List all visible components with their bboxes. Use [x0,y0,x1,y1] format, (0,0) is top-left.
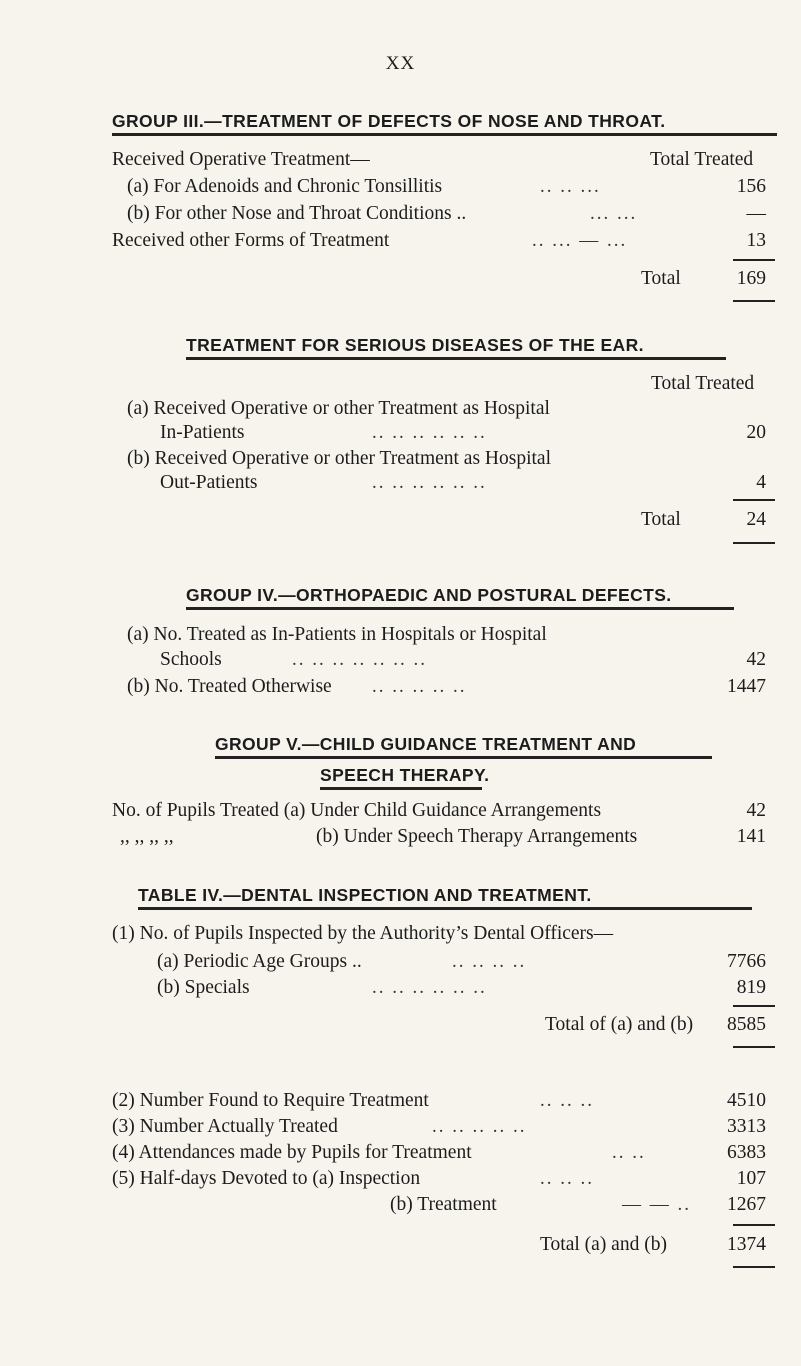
half-days-treatment-value: 1267 [727,1194,766,1215]
leader-dots: .. .. .. [540,1090,594,1111]
heading-underline [138,907,752,910]
require-treatment-value: 4510 [727,1090,766,1111]
in-patients-line2: Schools [160,649,222,670]
in-patients-line1: (a) No. Treated as In-Patients in Hospitals or Hospital [127,624,547,645]
child-guidance-value: 42 [746,800,766,821]
half-days-inspection-label: (5) Half-days Devoted to (a) Inspection [112,1168,421,1189]
ditto-marks: ,, ,, ,, ,, [120,826,174,847]
child-guidance-label: No. of Pupils Treated (a) Under Child Guidance Arrangements [112,800,602,821]
total-treated-header: Total Treated [651,373,755,394]
sum-line [733,499,775,501]
total-label: Total [641,509,681,530]
attendances-value: 6383 [727,1142,766,1163]
heading-underline [186,357,726,360]
half-days-inspection-value: 107 [736,1168,766,1189]
total-label: Total of (a) and (b) [545,1014,694,1035]
other-forms-value: 13 [746,230,766,251]
heading-underline [186,607,734,610]
sum-line [733,1224,775,1226]
total-label: Total [641,268,681,289]
leader-dots: .. ... — ... [532,230,628,251]
group-5-heading-line2: SPEECH THERAPY. [320,765,490,785]
sum-line [733,1046,775,1048]
total-value: 8585 [727,1014,766,1035]
in-patients-line2: In-Patients [160,422,245,443]
ear-heading: TREATMENT FOR SERIOUS DISEASES OF THE EAR. [186,335,644,355]
heading-underline [320,787,482,790]
attendances-label: (4) Attendances made by Pupils for Treatment [112,1142,472,1163]
out-patients-value: 4 [756,472,766,493]
total-value: 169 [736,268,766,289]
sum-line [733,259,775,261]
sum-line [733,1005,775,1007]
other-forms-label: Received other Forms of Treatment [112,230,390,251]
other-nose-throat-value: — [746,203,766,224]
actually-treated-value: 3313 [727,1116,766,1137]
half-days-treatment-label: (b) Treatment [390,1194,497,1215]
sum-line [733,300,775,302]
out-patients-line2: Out-Patients [160,472,258,493]
leader-dots: — — .. [622,1194,691,1215]
speech-therapy-label: (b) Under Speech Therapy Arrangements [316,826,638,847]
leader-dots: .. .. .. .. .. .. [372,977,487,998]
treated-otherwise-label: (b) No. Treated Otherwise [127,676,332,697]
periodic-age-groups-label: (a) Periodic Age Groups .. [157,951,362,972]
total-label: Total (a) and (b) [540,1234,667,1255]
table-4-heading: TABLE IV.—DENTAL INSPECTION AND TREATMENT. [138,885,592,905]
in-patients-value: 20 [746,422,766,443]
heading-underline [215,756,712,759]
treated-otherwise-value: 1447 [727,676,766,697]
in-patients-line1: (a) Received Operative or other Treatment as Hospital [127,398,550,419]
sum-line [733,1266,775,1268]
leader-dots: .. .. ... [540,176,601,197]
leader-dots: .. .. .. .. .. .. [372,472,487,493]
group-5-heading-line1: GROUP V.—CHILD GUIDANCE TREATMENT AND [215,734,637,754]
group-4-heading: GROUP IV.—ORTHOPAEDIC AND POSTURAL DEFECTS. [186,585,672,605]
adenoids-row-value: 156 [736,176,766,197]
speech-therapy-value: 141 [736,826,766,847]
out-patients-line1: (b) Received Operative or other Treatment as Hospital [127,448,552,469]
leader-dots: .. .. .. [540,1168,594,1189]
adenoids-row-label: (a) For Adenoids and Chronic Tonsillitis [127,176,443,197]
leader-dots: ... ... [590,203,638,224]
group-3-heading: GROUP III.—TREATMENT OF DEFECTS OF NOSE AND THROAT. [112,111,666,131]
leader-dots: .. .. .. .. .. [372,676,467,697]
actually-treated-label: (3) Number Actually Treated [112,1116,338,1137]
leader-dots: .. .. .. .. .. .. .. [292,649,427,670]
total-value: 24 [746,509,766,530]
sum-line [733,542,775,544]
periodic-age-groups-value: 7766 [727,951,766,972]
received-operative-label: Received Operative Treatment— [112,149,370,170]
leader-dots: .. .. .. .. .. [432,1116,527,1137]
require-treatment-label: (2) Number Found to Require Treatment [112,1090,429,1111]
page-number: XX [385,53,416,74]
heading-underline [112,133,777,136]
in-patients-value: 42 [746,649,766,670]
total-treated-header: Total Treated [650,149,754,170]
specials-label: (b) Specials [157,977,250,998]
leader-dots: .. .. .. .. .. .. [372,422,487,443]
leader-dots: .. .. [612,1142,646,1163]
leader-dots: .. .. .. .. [452,951,527,972]
pupils-inspected-label: (1) No. of Pupils Inspected by the Authority’s Dental Officers— [112,923,614,944]
total-value: 1374 [727,1234,766,1255]
other-nose-throat-label: (b) For other Nose and Throat Conditions .. [127,203,467,224]
specials-value: 819 [736,977,766,998]
